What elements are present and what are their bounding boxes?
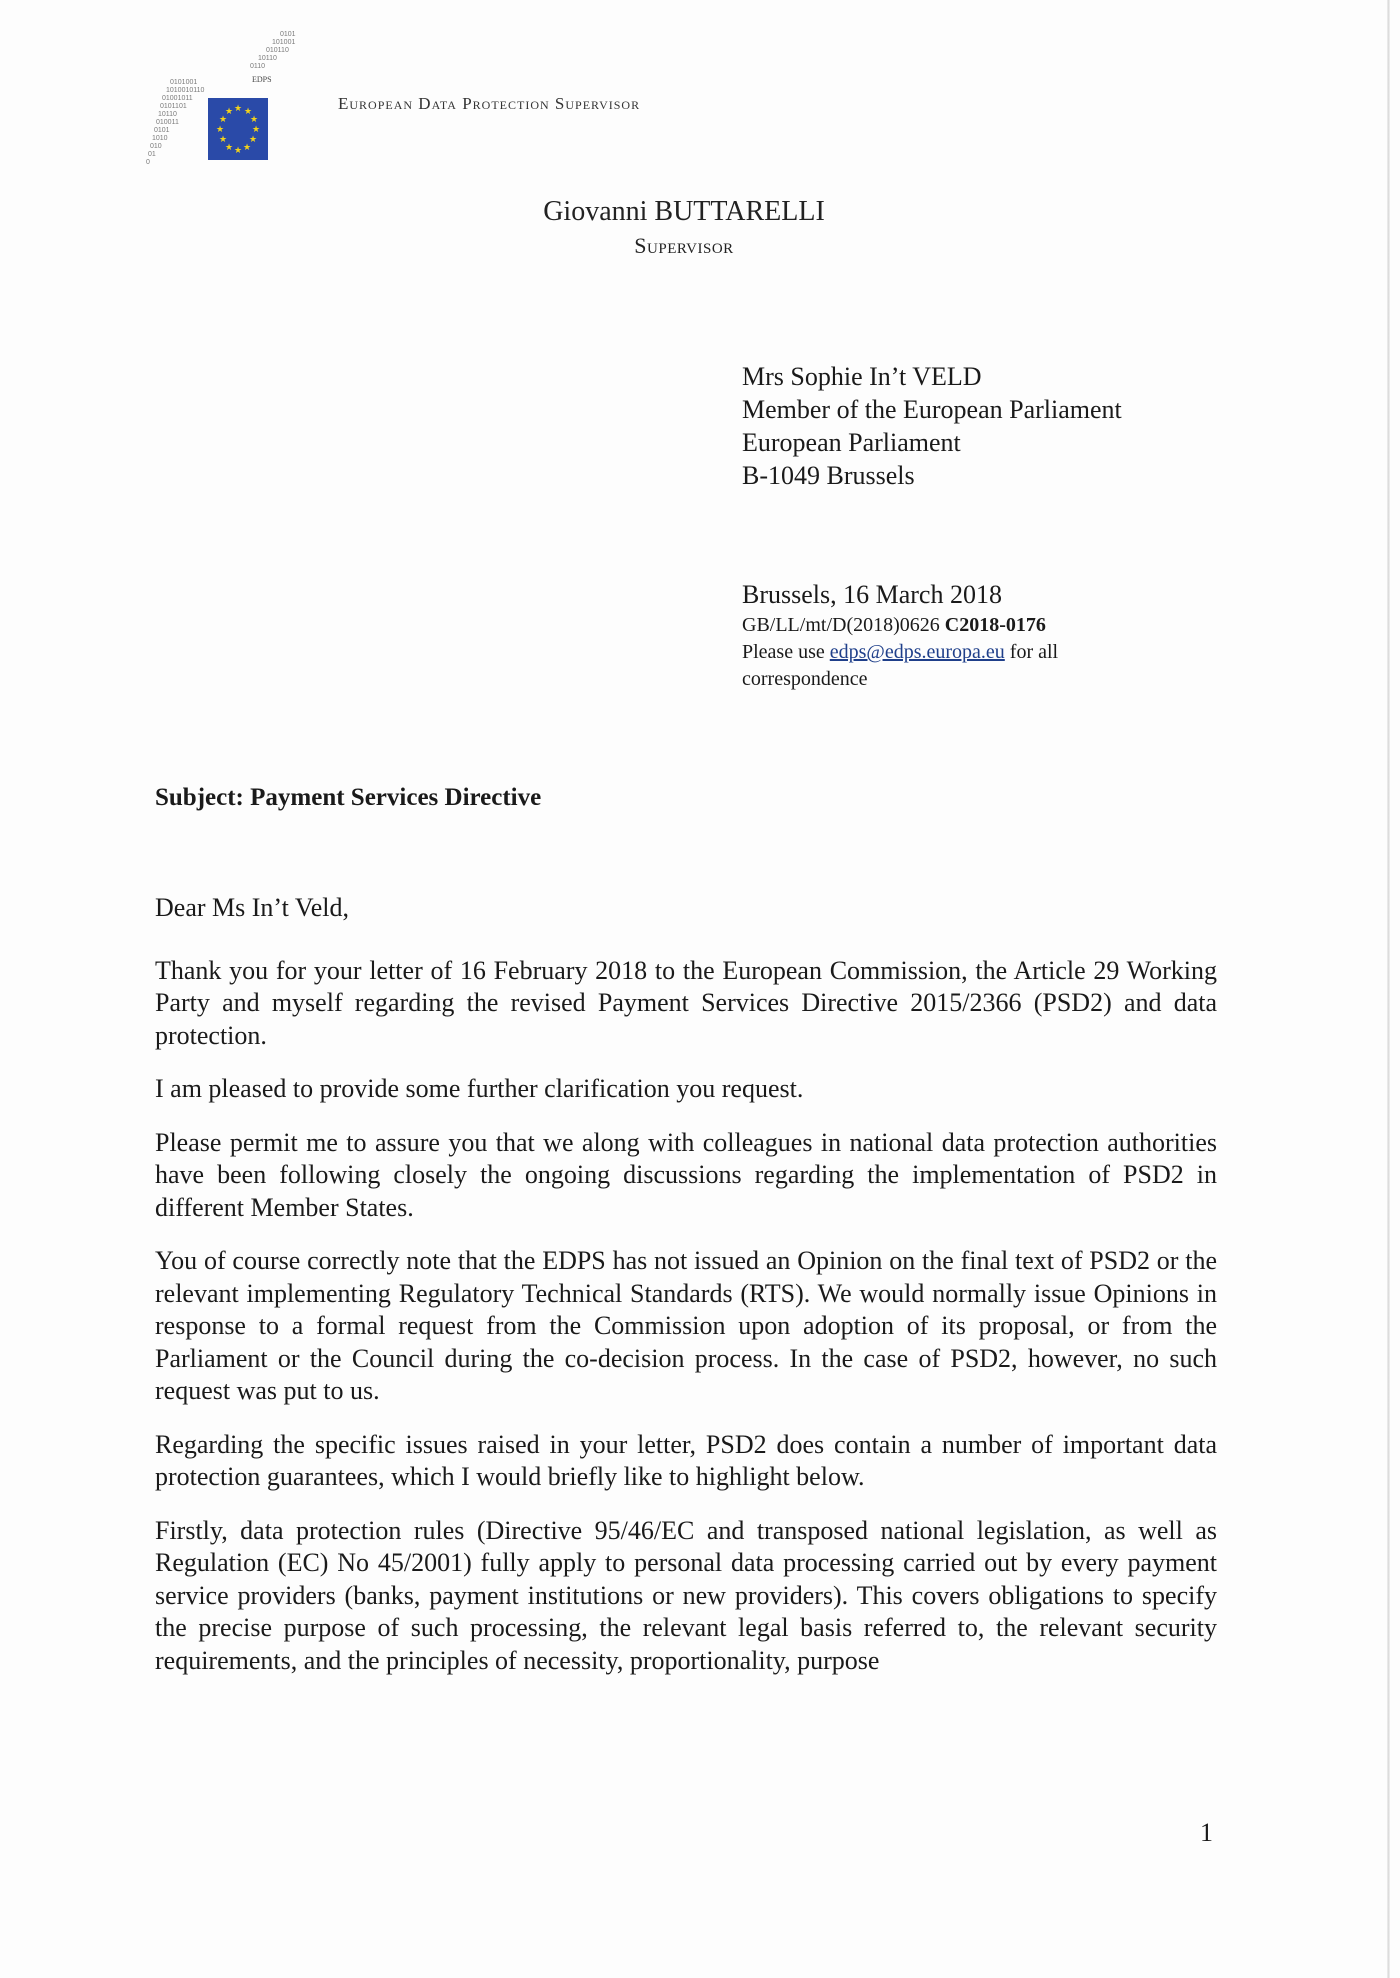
letter-date: Brussels, 16 March 2018	[742, 580, 1002, 609]
svg-text:★: ★	[218, 115, 228, 125]
date-reference-block	[742, 578, 1058, 693]
organization-name: European Data Protection Supervisor	[338, 94, 641, 113]
svg-text:★: ★	[251, 125, 261, 135]
svg-text:★: ★	[242, 143, 252, 153]
svg-text:01001011: 01001011	[162, 95, 193, 102]
svg-text:1010010110: 1010010110	[166, 87, 205, 94]
case-number: C2018-0176	[944, 614, 1046, 636]
svg-text:01: 01	[148, 151, 156, 158]
svg-text:★: ★	[233, 146, 243, 156]
svg-text:10110: 10110	[158, 111, 177, 118]
svg-text:★: ★	[215, 125, 225, 135]
svg-text:★: ★	[233, 104, 243, 114]
edps-logo	[140, 22, 310, 172]
svg-text:0: 0	[146, 159, 150, 166]
svg-text:★: ★	[224, 107, 234, 117]
body-paragraph: Please permit me to assure you that we along with colleagues in national data protection authorities have been following closely the ongoing discussions regarding the implementation of PSD2 in different Member States.	[155, 1127, 1217, 1222]
svg-text:★: ★	[249, 115, 259, 125]
body-paragraph: Regarding the specific issues raised in your letter, PSD2 does contain a number of important data protection guarantees, which I would briefly like to highlight below.	[155, 1429, 1217, 1491]
page-number: 1	[1200, 1818, 1213, 1847]
svg-text:0101001: 0101001	[170, 79, 198, 86]
sender-name: Giovanni BUTTARELLI	[543, 196, 825, 227]
recipient-line: European Parliament	[742, 428, 961, 457]
email-link[interactable]: edps@edps.europa.eu	[829, 641, 1005, 663]
svg-text:★: ★	[218, 135, 228, 145]
svg-text:★: ★	[224, 143, 234, 153]
recipient-address	[742, 360, 1122, 492]
svg-text:★: ★	[243, 107, 253, 117]
salutation: Dear Ms In’t Veld,	[155, 893, 350, 922]
svg-text:10110: 10110	[258, 55, 277, 62]
correspondence-prefix: Please use	[742, 641, 825, 663]
svg-text:0110: 0110	[250, 63, 266, 70]
page-edge-shadow	[1387, 0, 1390, 1978]
svg-text:1010: 1010	[152, 135, 168, 142]
svg-text:0101: 0101	[154, 127, 170, 134]
body-paragraph: Thank you for your letter of 16 February 2018 to the European Commission, the Article 29 Working Party and myself regarding the revised Payment Services Directive 2015/2366 (PSD2) and data protection.	[155, 955, 1217, 1050]
letter-body	[155, 892, 1217, 1698]
svg-text:EDPS: EDPS	[252, 75, 272, 84]
svg-text:★: ★	[248, 135, 258, 145]
svg-text:101001: 101001	[272, 39, 296, 46]
recipient-line: Member of the European Parliament	[742, 395, 1122, 424]
sender-role: Supervisor	[634, 233, 734, 258]
svg-text:010: 010	[150, 143, 162, 150]
reference-code: GB/LL/mt/D(2018)0626	[742, 614, 940, 636]
svg-text:0101: 0101	[280, 31, 296, 38]
correspondence-note	[742, 639, 1058, 666]
recipient-line: B-1049 Brussels	[742, 461, 915, 490]
body-paragraph: You of course correctly note that the EDPS has not issued an Opinion on the final text of PSD2 or the relevant implementing Regulatory Technical Standards (RTS). We would normally issue Opinions in response to a formal request from the Commission upon adoption of its proposal, or from the Parliament or the Council during the co-decision process. In the case of PSD2, however, no such request was put to us.	[155, 1246, 1217, 1405]
svg-text:010110: 010110	[266, 47, 289, 54]
recipient-line: Mrs Sophie In’t VELD	[742, 362, 982, 391]
correspondence-note-line2: correspondence	[742, 668, 868, 690]
body-paragraph: I am pleased to provide some further clarification you request.	[155, 1074, 804, 1103]
svg-text:010011: 010011	[156, 119, 179, 126]
svg-text:0101101: 0101101	[160, 103, 187, 110]
correspondence-suffix: for all	[1009, 641, 1059, 663]
letter-subject: Subject: Payment Services Directive	[155, 784, 542, 811]
reference-line	[742, 612, 1058, 639]
body-paragraph: Firstly, data protection rules (Directive 95/46/EC and transposed national legislation, as well as Regulation (EC) No 45/2001) fully apply to personal data processing carried out by every payment service providers (banks, payment institutions or new providers). This covers obligations to specify the precise purpose of such processing, the relevant legal basis referred to, the relevant security requirements, and the principles of necessity, proportionality, purpose	[155, 1515, 1217, 1675]
